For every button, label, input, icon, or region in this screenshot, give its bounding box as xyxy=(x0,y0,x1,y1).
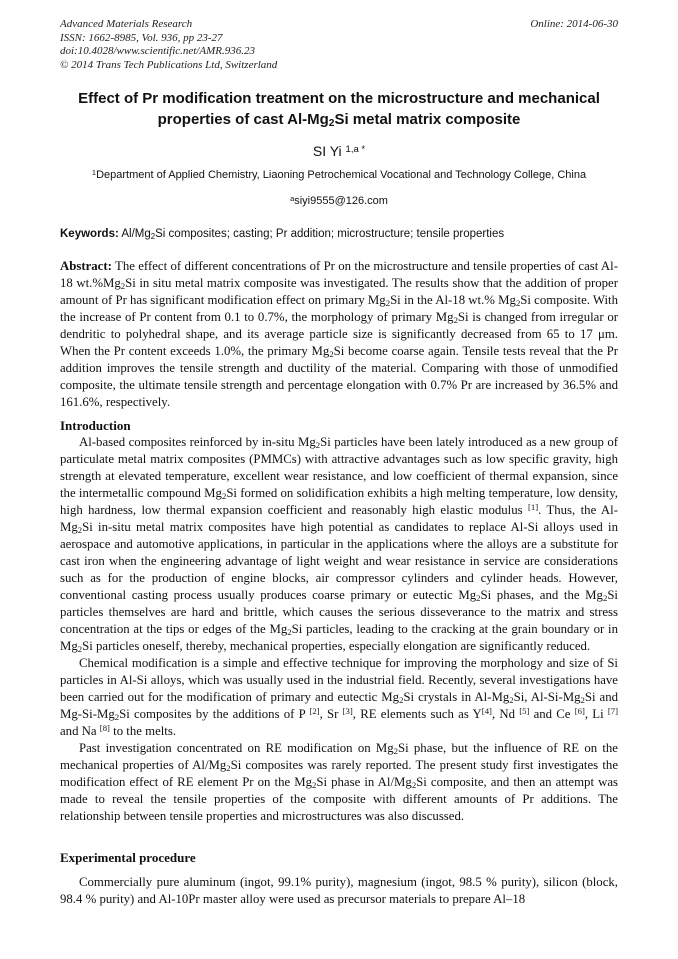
keywords-line xyxy=(60,227,618,242)
copyright-line: © 2014 Trans Tech Publications Ltd, Switzerland xyxy=(60,58,278,71)
introduction-paragraph-1: Al-based composites reinforced by in-situ $Mg_2Si$ particles have been lately introduced as a new group of particulate metal matrix composites (PMMCs) with attractive advantages such as low specific gravity, high strength at elevated temperature, excellent wear resistance, and low coefficient of thermal expansion, since the intermetallic compound $Mg_2Si$ formed on solidification exhibits a high melting temperature, low density, high hardness, low thermal expansion coefficient and reasonably high elastic modulus [1]. Thus, the $Al-Mg_2Si$ in-situ metal matrix composites have high potential as candidates to replace Al-Si alloys used in aerospace and automotive applications, in particular in the applications where the alloys are a substitute for cast iron when the engineering advantage of light weight and wear resistance in service are considerations such as for the production of engine blocks, air compressor cylinders and cylinder heads. However, conventional casting process usually produces coarse primary or eutectic $Mg_2Si$ phases, and the $Mg_2Si$ particles themselves are hard and brittle, which causes the serious disseverance to the matrix and stress concentration at the tips or edges of the $Mg_2Si$ particles, leading to the cracking at the grain boundary or in $Mg_2Si$ particles oneself, thereby, mechanical properties, especially elongation are significantly reduced. xyxy=(60,435,619,654)
experimental-paragraph-1: Commercially pure aluminum (ingot, 99.1% purity), magnesium (ingot, 98.5 % purity), silicon (block, 98.4 % purity) and Al-10Pr master alloy were used as precursor materials to prepare Al–18 xyxy=(60,875,618,906)
introduction-paragraph-3: Past investigation concentrated on RE modification on $Mg_2Si$ phase, but the influence of RE on the mechanical properties of $Al/Mg_2Si$ composites was rarely reported. The present study first investigates the modification effect of RE element Pr on the $Mg_2Si$ phase in $Al/Mg_2Si$ composite, and then an attempt was made to reveal the tensile properties of the composite with different amounts of Pr additions. The relationship between tensile properties and microstructures was also discussed. xyxy=(60,741,618,823)
keywords-text: $Al/Mg_2Si$ composites; casting; Pr addition; microstructure; tensile properties xyxy=(121,228,505,241)
author-email: $^a$siyi9555@126.com xyxy=(290,193,388,207)
journal-info xyxy=(60,18,277,72)
affiliation: $^1$Department of Applied Chemistry, Liaoning Petrochemical Vocational and Technology College, China xyxy=(91,167,587,181)
section-heading-experimental: Experimental procedure xyxy=(60,850,196,865)
abstract xyxy=(60,258,618,411)
paper-title: Effect of Pr modification treatment on the microstructure and mechanical properties of cast $Al-Mg_2Si$ metal matrix composite xyxy=(78,90,600,130)
online-date: Online: 2014-06-30 xyxy=(530,18,618,30)
abstract-label: Abstract: xyxy=(60,259,112,273)
journal-name: Advanced Materials Research xyxy=(60,18,193,30)
section-heading-introduction: Introduction xyxy=(60,418,131,433)
introduction-paragraph-2: Chemical modification is a simple and effective technique for improving the morphology and size of Si particles in Al-Si alloys, which was usually used in the industrial field. Recently, several investigations have been carried out for the modification of primary and eutectic $Mg_2Si$ crystals in $Al-Mg_2Si$, $Al-Si-Mg_2Si$ and $Mg-Si-Mg_2Si$ composites by the additions of P [2], Sr [3], RE elements such as Y[4], Nd [5] and Ce [6], Li [7] and Na [8] to the melts. xyxy=(60,656,618,738)
issn-volume-line: ISSN: 1662-8985, Vol. 936, pp 23-27 xyxy=(60,31,223,44)
abstract-text: The effect of different concentrations of Pr on the microstructure and tensile properties of cast Al-18 $wt.\%Mg_2Si$ in situ metal matrix composite was investigated. The results show that the addition of proper amount of Pr has significant modification effect on primary $Mg_2Si$ in the Al-18 wt.% $Mg_2Si$ composite. With the increase of Pr content from 0.1 to 0.7%, the morphology of primary $Mg_2Si$ is changed from irregular or dendritic to polyhedral shape, and its average particle size is significantly decreased from 65 to 17 μm. When the Pr content exceeds 1.0%, the primary $Mg_2Si$ become coarse again. Tensile tests reveal that the Pr addition improves the tensile strength and ductility of the material. Comparing with those of unmodified composite, the ultimate tensile strength and percentage elongation with 0.7% Pr are increased by 36.5% and 161.6%, respectively. xyxy=(60,259,619,409)
author-name: SI Yi $^{1,a *}$ xyxy=(312,143,366,159)
keywords-label: Keywords: xyxy=(60,228,119,240)
doi-line: doi:10.4028/www.scientific.net/AMR.936.23 xyxy=(60,45,256,57)
journal-header xyxy=(60,18,618,72)
